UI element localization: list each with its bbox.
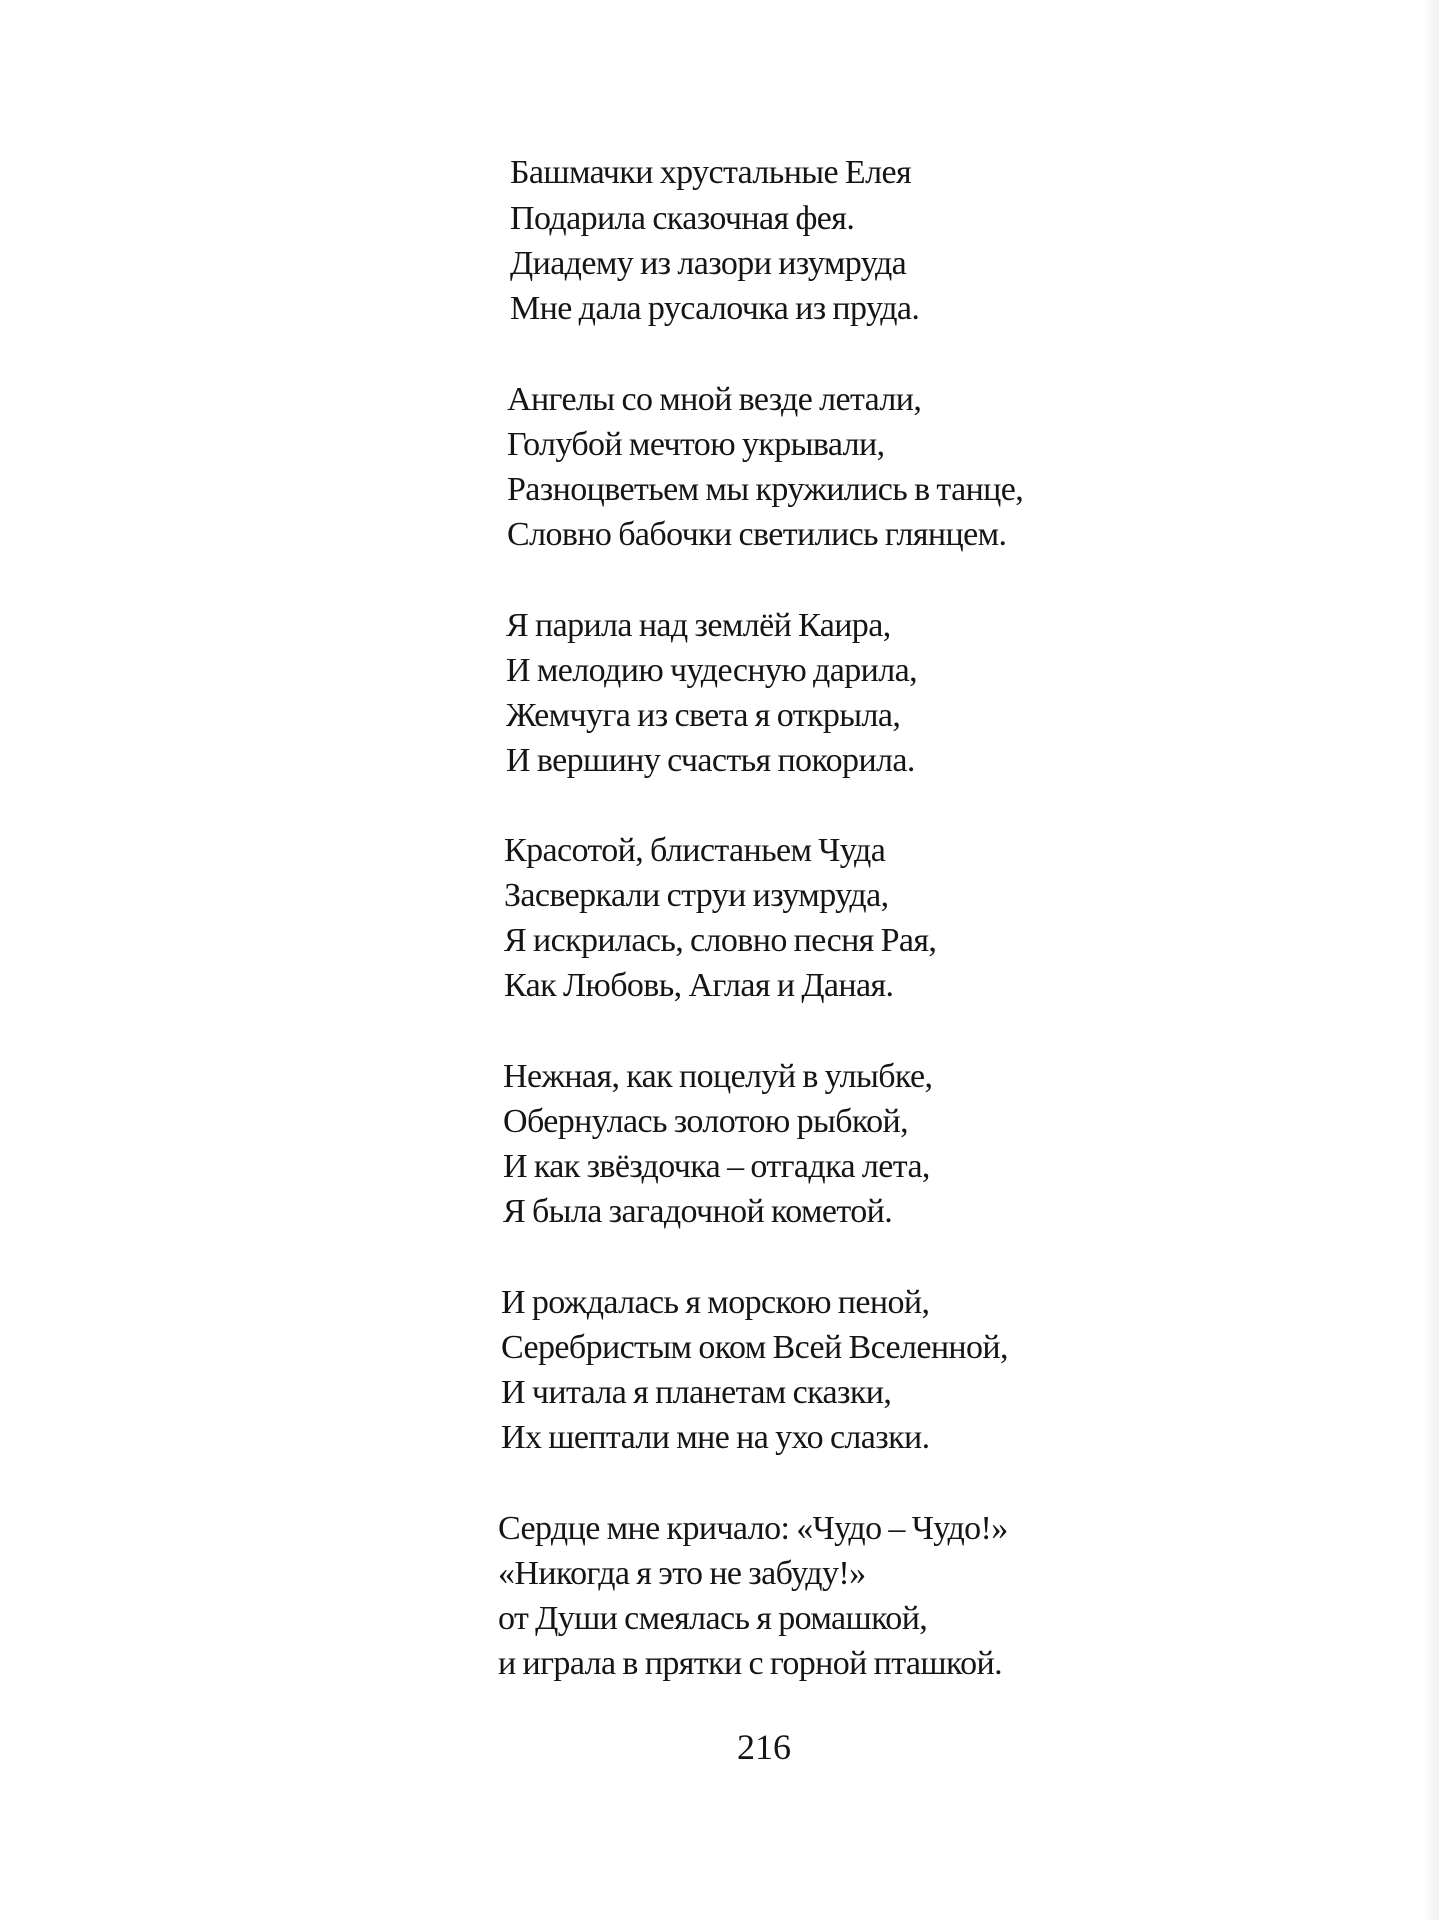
poem-line: Диадему из лазори изумруда bbox=[510, 245, 907, 282]
poem-line: Сердце мне кричало: «Чудо – Чудо!» bbox=[498, 1510, 1008, 1547]
poem-line: Разноцветьем мы кружились в танце, bbox=[507, 471, 1024, 508]
poem-line: И вершину счастья покорила. bbox=[506, 742, 915, 779]
poem-line: Жемчуга из света я открыла, bbox=[506, 697, 901, 734]
poem-line: И читала я планетам сказки, bbox=[501, 1374, 892, 1411]
poem-line: Я была загадочной кометой. bbox=[503, 1193, 893, 1230]
poem-line: Засверкали струи изумруда, bbox=[504, 877, 889, 914]
poem-line: Подарила сказочная фея. bbox=[510, 200, 855, 237]
poem-line: Голубой мечтою укрывали, bbox=[507, 426, 885, 463]
poem-line: «Никогда я это не забуду!» bbox=[498, 1555, 866, 1592]
poem-line: от Души смеялась я ромашкой, bbox=[498, 1600, 928, 1637]
poem-line: и играла в прятки с горной пташкой. bbox=[498, 1645, 1003, 1682]
poem-line: Я искрилась, словно песня Рая, bbox=[504, 922, 937, 959]
poem-line: Словно бабочки светились глянцем. bbox=[507, 516, 1007, 553]
poem-line: И рождалась я морскою пеной, bbox=[501, 1284, 930, 1321]
poem-line: Башмачки хрустальные Елея bbox=[510, 154, 911, 191]
poem-line: И как звёздочка – отгадка лета, bbox=[503, 1148, 930, 1185]
poem-line: Мне дала русалочка из пруда. bbox=[510, 290, 920, 327]
poem-line: Как Любовь, Аглая и Даная. bbox=[504, 967, 894, 1004]
poem-line: Их шептали мне на ухо слазки. bbox=[501, 1419, 930, 1456]
page-number: 216 bbox=[737, 1727, 791, 1767]
poem-line: И мелодию чудесную дарила, bbox=[506, 652, 917, 689]
poem-line: Обернулась золотою рыбкой, bbox=[503, 1103, 908, 1140]
poem-line: Ангелы со мной везде летали, bbox=[507, 381, 922, 418]
poem-line: Красотой, блистаньем Чуда bbox=[504, 832, 886, 869]
poem-line: Нежная, как поцелуй в улыбке, bbox=[503, 1058, 933, 1095]
poem-line: Серебристым оком Всей Вселенной, bbox=[501, 1329, 1008, 1366]
poem-line: Я парила над землёй Каира, bbox=[506, 607, 891, 644]
